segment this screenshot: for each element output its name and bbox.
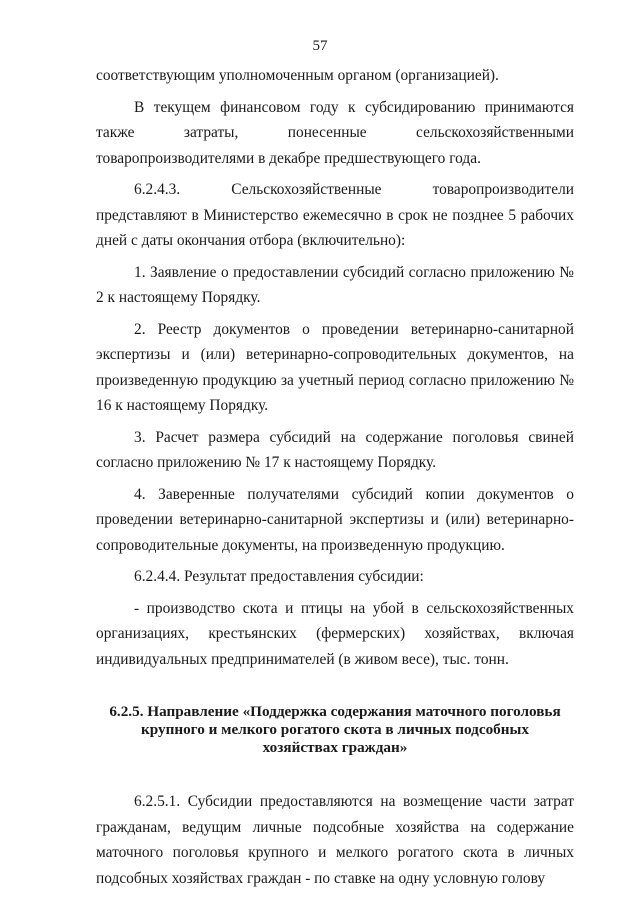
list-item-3: 3. Расчет размера субсидий на содержание поголовья свиней согласно приложению № 17 к настоящему Порядку. xyxy=(96,428,574,471)
section-heading-line-2: крупного и мелкого рогатого скота в личных подсобных xyxy=(141,721,529,738)
result-item: - производство скота и птицы на убой в сельскохозяйственных организациях, крестьянских (фермерских) хозяйствах, включая индивидуальных предпринимателей (в живом весе), тыс. тонн. xyxy=(96,599,574,668)
page-number: 57 xyxy=(312,38,328,54)
paragraph-current-year-costs: В текущем финансовом году к субсидированию принимаются также затраты, понесенные сельскохозяйственными товаропроизводителями в декабре предшествующего года. xyxy=(96,98,574,167)
paragraph-6-2-5-1: 6.2.5.1. Субсидии предоставляются на возмещение части затрат гражданам, ведущим личные подсобные хозяйства на содержание маточного поголовья крупного и мелкого рогатого скота в личных подсобных хозяйствах граждан - по ставке на одну условную голову xyxy=(96,793,574,887)
document-body xyxy=(96,63,574,891)
paragraph-continuation: соответствующим уполномоченным органом (организацией). xyxy=(96,67,499,84)
list-item-4: 4. Заверенные получателями субсидий копии документов о проведении ветеринарно-санитарной экспертизы и (или) ветеринарно-сопроводительные документы, на произведенную продукцию. xyxy=(96,485,574,554)
paragraph-6-2-4-3: 6.2.4.3. Сельскохозяйственные товаропроизводители представляют в Министерство ежемесячно в срок не позднее 5 рабочих дней с даты окончания отбора (включительно): xyxy=(96,181,574,249)
paragraph-6-2-4-4: 6.2.4.4. Результат предоставления субсидии: xyxy=(134,568,424,585)
section-heading-6-2-5 xyxy=(96,703,574,757)
list-item-2: 2. Реестр документов о проведении ветеринарно-санитарной экспертизы и (или) ветеринарно-сопроводительных документов, на произведенную продукцию за учетный период согласно приложению № 16 к настоящему Порядку. xyxy=(96,320,574,414)
section-heading-line-3: хозяйствах граждан» xyxy=(262,739,408,756)
section-heading-line-1: 6.2.5. Направление «Поддержка содержания маточного поголовья xyxy=(109,703,561,720)
list-item-1: 1. Заявление о предоставлении субсидий согласно приложению № 2 к настоящему Порядку. xyxy=(96,263,574,306)
